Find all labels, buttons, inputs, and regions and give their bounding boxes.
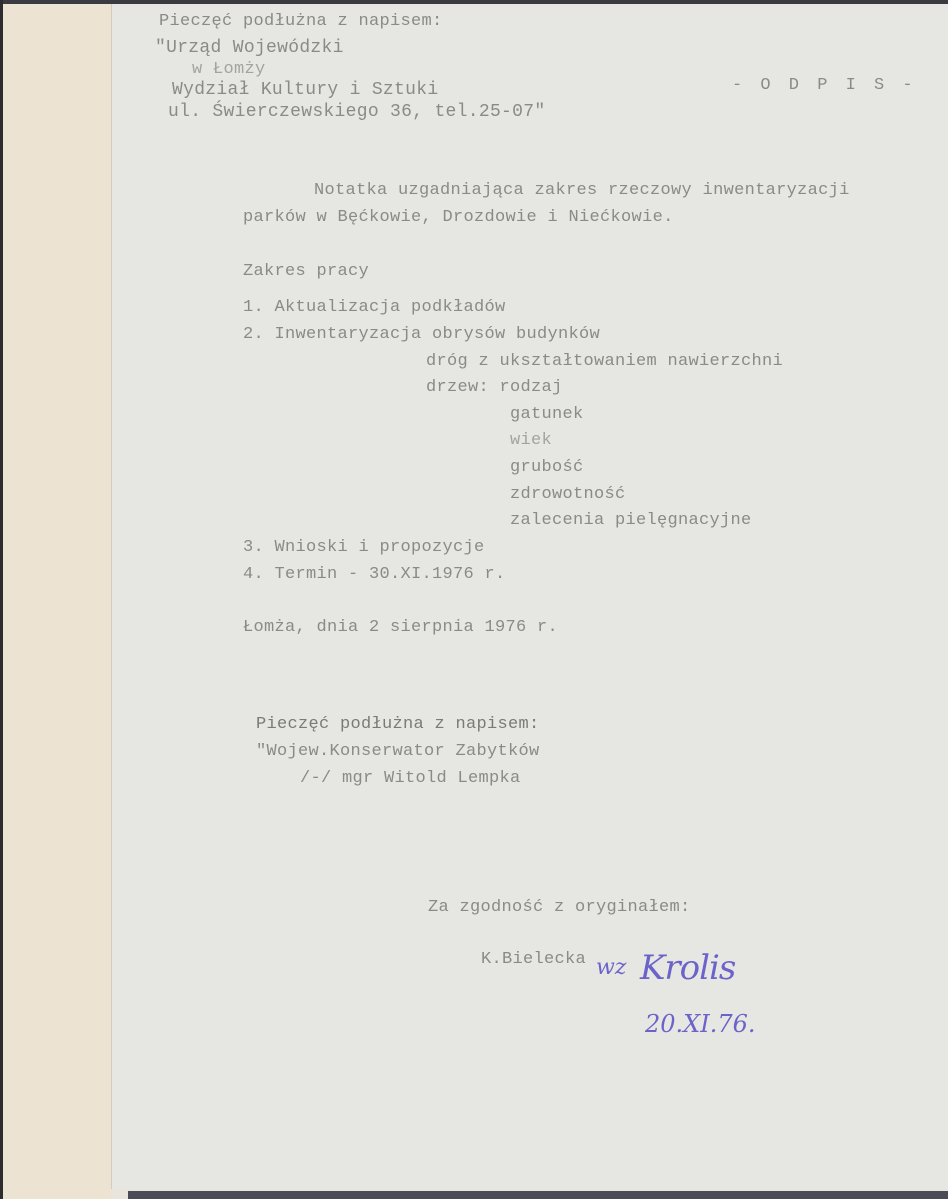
signature-stamp-line3: /-/ mgr Witold Lempka	[300, 769, 521, 788]
certifier-name: K.Bielecka	[481, 950, 587, 969]
handwritten-date: 20.XI.76.	[645, 1010, 756, 1038]
header-stamp-line2: "Urząd Wojewódzki	[155, 38, 344, 58]
scope-item-2-roads: dróg z ukształtowaniem nawierzchni	[426, 352, 784, 371]
scope-item-4: 4. Termin - 30.XI.1976 r.	[243, 565, 506, 584]
binding-strip	[3, 4, 111, 1199]
scope-item-1: 1. Aktualizacja podkładów	[243, 298, 506, 317]
document-title-line2: parków w Bęćkowie, Drozdowie i Niećkowie.	[243, 208, 674, 227]
scope-heading: Zakres pracy	[243, 262, 370, 281]
place-date: Łomża, dnia 2 sierpnia 1976 r.	[243, 618, 559, 637]
copy-mark: - O D P I S -	[732, 76, 917, 95]
tree-attribute-health: zdrowotność	[510, 485, 626, 504]
tree-attribute-thickness: grubość	[510, 458, 584, 477]
tree-attribute-care: zalecenia pielęgnacyjne	[510, 511, 752, 530]
document-title-line1: Notatka uzgadniająca zakres rzeczowy inwentaryzacji	[314, 181, 850, 200]
scope-item-2: 2. Inwentaryzacja obrysów budynków	[243, 325, 601, 344]
certification-label: Za zgodność z oryginałem:	[428, 898, 691, 917]
header-stamp-line4: Wydział Kultury i Sztuki	[172, 80, 439, 100]
tree-attribute-species: gatunek	[510, 405, 584, 424]
scope-item-3: 3. Wnioski i propozycje	[243, 538, 485, 557]
signature-stamp-line1: Pieczęć podłużna z napisem:	[256, 715, 540, 734]
header-stamp-line1: Pieczęć podłużna z napisem:	[159, 12, 443, 31]
scan-bottom-border	[128, 1191, 948, 1199]
header-stamp-line3: w Łomży	[192, 60, 266, 79]
scope-item-2-trees: drzew: rodzaj	[426, 378, 563, 397]
tree-attribute-age: wiek	[510, 431, 553, 450]
signature-stamp-line2: "Wojew.Konserwator Zabytków	[256, 742, 540, 761]
handwritten-signature: Krolis	[640, 948, 736, 988]
handwritten-initials: wz	[596, 955, 627, 980]
header-stamp-line5: ul. Świerczewskiego 36, tel.25-07"	[168, 102, 546, 122]
